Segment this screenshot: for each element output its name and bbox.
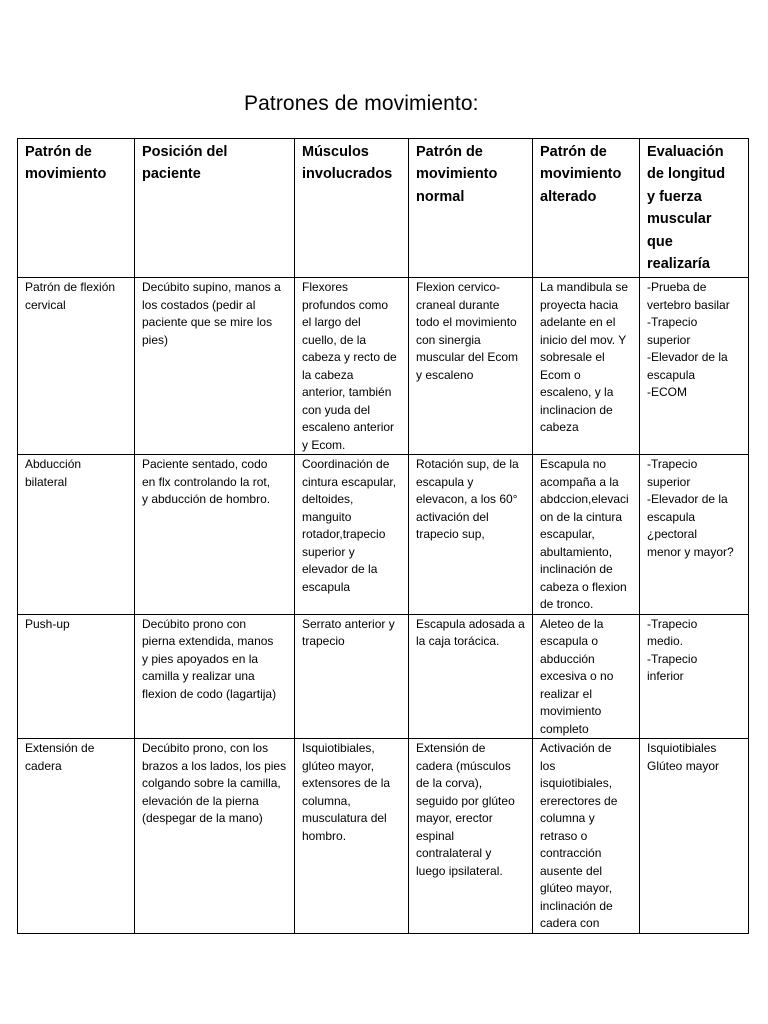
cell-text-line: pies) — [142, 332, 169, 347]
page-title: Patrones de movimiento: — [244, 92, 479, 115]
cell-text-line: cadera con — [540, 916, 600, 931]
cell-text-line: cabeza — [540, 420, 579, 435]
cell-text-line: elevación de la pierna — [142, 793, 259, 808]
table-row — [18, 455, 749, 615]
cell-text-line: cadera (músculos — [416, 758, 511, 773]
cell-text-line: y abducción de hombro. — [142, 492, 271, 507]
cell-text-line: Patrón de — [25, 144, 92, 160]
cell-text-line: activación del — [416, 509, 489, 524]
cell-text-line: glúteo mayor, — [540, 881, 613, 896]
table-cell — [409, 614, 533, 739]
cell-text-line: movimiento — [540, 166, 622, 183]
cell-text-line: todo el movimiento — [416, 315, 517, 330]
cell-text-line: anterior, también — [302, 385, 392, 400]
cell-text-line: paciente — [142, 166, 201, 183]
table-cell — [135, 739, 295, 934]
cell-text-line: paciente que se mire los — [142, 315, 273, 330]
cell-text-line: Abducción — [25, 457, 82, 472]
cell-text-line: (despegar de la mano) — [142, 811, 263, 826]
cell-text-line: Glúteo mayor — [647, 758, 720, 773]
cell-text-line: medio. — [647, 634, 684, 649]
cell-text-line: movimiento — [540, 704, 602, 719]
cell-text-line: muscular del Ecom — [416, 350, 519, 365]
cell-text-line: menor y mayor? — [647, 544, 734, 559]
cell-text-line: en flx controlando la rot, — [142, 474, 271, 489]
cell-text-line: cuello, de la — [302, 332, 367, 347]
cell-text-line: La mandibula se — [540, 280, 629, 295]
cell-text-line: Ecom o — [540, 367, 581, 382]
cell-text-line: el largo del — [302, 315, 361, 330]
cell-text-line: Decúbito prono, con los — [142, 741, 269, 756]
table-cell — [640, 455, 749, 615]
cell-text-line: normal — [416, 188, 465, 205]
cell-text-line: inferior — [647, 669, 684, 684]
cell-text-line: brazos a los lados, los pies — [142, 758, 287, 773]
cell-text-line: manguito — [302, 509, 352, 524]
cell-text-line: de la corva), — [416, 776, 483, 791]
cell-text-line: contracción — [540, 846, 602, 861]
table-cell — [295, 739, 409, 934]
cell-text-line: cabeza y recto de — [302, 350, 397, 365]
cell-text-line: abducción — [540, 651, 595, 666]
cell-text-line: trapecio sup, — [416, 527, 485, 542]
header-cell — [640, 139, 749, 278]
cell-text-line: luego ipsilateral. — [416, 863, 503, 878]
cell-text-line: acompaña a la — [540, 474, 619, 489]
cell-text-line: Escapula adosada a — [416, 616, 525, 631]
cell-text-line: de tronco. — [540, 597, 594, 612]
cell-text-line: y fuerza — [647, 188, 702, 205]
cell-text-line: Extensión de — [25, 741, 95, 756]
cell-text-line: realizar el — [540, 686, 593, 701]
table-cell — [533, 455, 640, 615]
table-cell — [135, 614, 295, 739]
cell-text-line: proyecta hacia — [540, 297, 619, 312]
cell-text-line: y escaleno — [416, 367, 474, 382]
cell-text-line: columna y — [540, 811, 595, 826]
cell-text-line: los costados (pedir al — [142, 297, 256, 312]
cell-text-line: escaleno anterior — [302, 420, 395, 435]
cell-text-line: alterado — [540, 188, 597, 205]
cell-text-line: sobresale el — [540, 350, 605, 365]
cell-text-line: Flexores — [302, 280, 349, 295]
cell-text-line: elevador de la — [302, 562, 378, 577]
cell-text-line: on de la cintura — [540, 509, 623, 524]
cell-text-line: -Trapecio — [647, 315, 698, 330]
cell-text-line: cabeza o flexion — [540, 579, 627, 594]
cell-text-line: espinal — [416, 828, 455, 843]
table-cell — [18, 739, 135, 934]
cell-text-line: Extensión de — [416, 741, 486, 756]
cell-text-line: y Ecom. — [302, 437, 346, 452]
cell-text-line: y pies apoyados en la — [142, 651, 259, 666]
cell-text-line: Coordinación de — [302, 457, 390, 472]
cell-text-line: inclinacion de — [540, 402, 613, 417]
cell-text-line: extensores de la — [302, 776, 391, 791]
cell-text-line: Push-up — [25, 616, 70, 631]
cell-text-line: Músculos — [302, 144, 369, 160]
table-cell — [533, 739, 640, 934]
header-cell — [18, 139, 135, 278]
cell-text-line: Patrón de — [540, 144, 607, 160]
cell-text-line: abdccion,elevaci — [540, 492, 629, 507]
header-cell — [533, 139, 640, 278]
cell-text-line: -Trapecio — [647, 651, 698, 666]
table-cell — [18, 614, 135, 739]
cell-text-line: escapular, — [540, 527, 595, 542]
cell-text-line: ¿pectoral — [647, 527, 698, 542]
cell-text-line: flexion de codo (lagartija) — [142, 686, 277, 701]
table-cell — [295, 614, 409, 739]
cell-text-line: deltoides, — [302, 492, 354, 507]
cell-text-line: elevacon, a los 60° — [416, 492, 518, 507]
cell-text-line: Patrón de flexión — [25, 280, 116, 295]
cell-text-line: Serrato anterior y — [302, 616, 395, 631]
table-row — [18, 278, 749, 455]
table-row — [18, 614, 749, 739]
cell-text-line: -Prueba de — [647, 280, 707, 295]
cell-text-line: Activación de — [540, 741, 612, 756]
cell-text-line: Paciente sentado, codo — [142, 457, 268, 472]
cell-text-line: inclinación de — [540, 898, 613, 913]
cell-text-line: superior — [647, 332, 691, 347]
cell-text-line: movimiento — [25, 166, 107, 183]
cell-text-line: columna, — [302, 793, 351, 808]
cell-text-line: Isquiotibiales, — [302, 741, 375, 756]
cell-text-line: excesiva o no — [540, 669, 614, 684]
cell-text-line: realizaría — [647, 256, 710, 273]
cell-text-line: escaleno, y la — [540, 385, 614, 400]
table-cell — [295, 455, 409, 615]
cell-text-line: escapula — [647, 367, 696, 382]
cell-text-line: inicio del mov. Y — [540, 332, 627, 347]
header-cell — [409, 139, 533, 278]
cell-text-line: musculatura del — [302, 811, 387, 826]
table-cell — [640, 278, 749, 455]
cell-text-line: Rotación sup, de la — [416, 457, 519, 472]
cell-text-line: contralateral y — [416, 846, 492, 861]
cell-text-line: mayor, erector — [416, 811, 493, 826]
header-cell — [135, 139, 295, 278]
cell-text-line: trapecio — [302, 634, 345, 649]
cell-text-line: de longitud — [647, 166, 726, 183]
cell-text-line: escapula o — [540, 634, 599, 649]
cell-text-line: movimiento — [416, 166, 498, 183]
cell-text-line: -Trapecio — [647, 457, 698, 472]
table-cell — [18, 278, 135, 455]
cell-text-line: cintura escapular, — [302, 474, 397, 489]
cell-text-line: muscular — [647, 211, 712, 228]
cell-text-line: -ECOM — [647, 385, 687, 400]
cell-text-line: cervical — [25, 297, 66, 312]
cell-text-line: craneal durante — [416, 297, 500, 312]
cell-text-line: profundos como — [302, 297, 389, 312]
cell-text-line: escapula y — [416, 474, 474, 489]
cell-text-line: -Elevador de la — [647, 492, 728, 507]
cell-text-line: -Elevador de la — [647, 350, 728, 365]
cell-text-line: los — [540, 758, 556, 773]
cell-text-line: Escapula no — [540, 457, 607, 472]
cell-text-line: Posición del — [142, 144, 228, 160]
cell-text-line: escapula — [302, 579, 351, 594]
table-cell — [295, 278, 409, 455]
cell-text-line: vertebro basilar — [647, 297, 730, 312]
table-cell — [409, 455, 533, 615]
cell-text-line: cadera — [25, 758, 62, 773]
cell-text-line: escapula — [647, 509, 696, 524]
cell-text-line: Isquiotibiales — [647, 741, 717, 756]
cell-text-line: Patrón de — [416, 144, 483, 160]
cell-text-line: ausente del — [540, 863, 603, 878]
cell-text-line: la cabeza — [302, 367, 354, 382]
table-cell — [409, 278, 533, 455]
cell-text-line: abultamiento, — [540, 544, 613, 559]
cell-text-line: -Trapecio — [647, 616, 698, 631]
cell-text-line: pierna extendida, manos — [142, 634, 274, 649]
cell-text-line: hombro. — [302, 828, 347, 843]
table-header-row — [18, 139, 749, 278]
cell-text-line: que — [647, 233, 673, 250]
cell-text-line: glúteo mayor, — [302, 758, 375, 773]
cell-text-line: Decúbito supino, manos a — [142, 280, 281, 295]
cell-text-line: ererectores de — [540, 793, 618, 808]
table-cell — [18, 455, 135, 615]
cell-text-line: inclinación de — [540, 562, 613, 577]
cell-text-line: Decúbito prono con — [142, 616, 247, 631]
cell-text-line: Flexion cervico- — [416, 280, 501, 295]
cell-text-line: superior y — [302, 544, 355, 559]
movement-patterns-table — [17, 138, 749, 934]
header-cell — [295, 139, 409, 278]
table-cell — [533, 614, 640, 739]
cell-text-line: superior — [647, 474, 691, 489]
cell-text-line: rotador,trapecio — [302, 527, 386, 542]
table-cell — [533, 278, 640, 455]
cell-text-line: completo — [540, 721, 589, 736]
cell-text-line: bilateral — [25, 474, 68, 489]
cell-text-line: con yuda del — [302, 402, 371, 417]
cell-text-line: retraso o — [540, 828, 588, 843]
cell-text-line: involucrados — [302, 166, 393, 183]
table-row — [18, 739, 749, 934]
cell-text-line: Aleteo de la — [540, 616, 604, 631]
cell-text-line: adelante en el — [540, 315, 616, 330]
table-cell — [640, 614, 749, 739]
table-cell — [135, 278, 295, 455]
cell-text-line: la caja torácica. — [416, 634, 500, 649]
cell-text-line: con sinergia — [416, 332, 481, 347]
cell-text-line: seguido por glúteo — [416, 793, 515, 808]
table-cell — [409, 739, 533, 934]
cell-text-line: Evaluación — [647, 144, 724, 160]
cell-text-line: isquiotibiales, — [540, 776, 613, 791]
table-cell — [135, 455, 295, 615]
cell-text-line: camilla y realizar una — [142, 669, 255, 684]
table-cell — [640, 739, 749, 934]
cell-text-line: colgando sobre la camilla, — [142, 776, 281, 791]
